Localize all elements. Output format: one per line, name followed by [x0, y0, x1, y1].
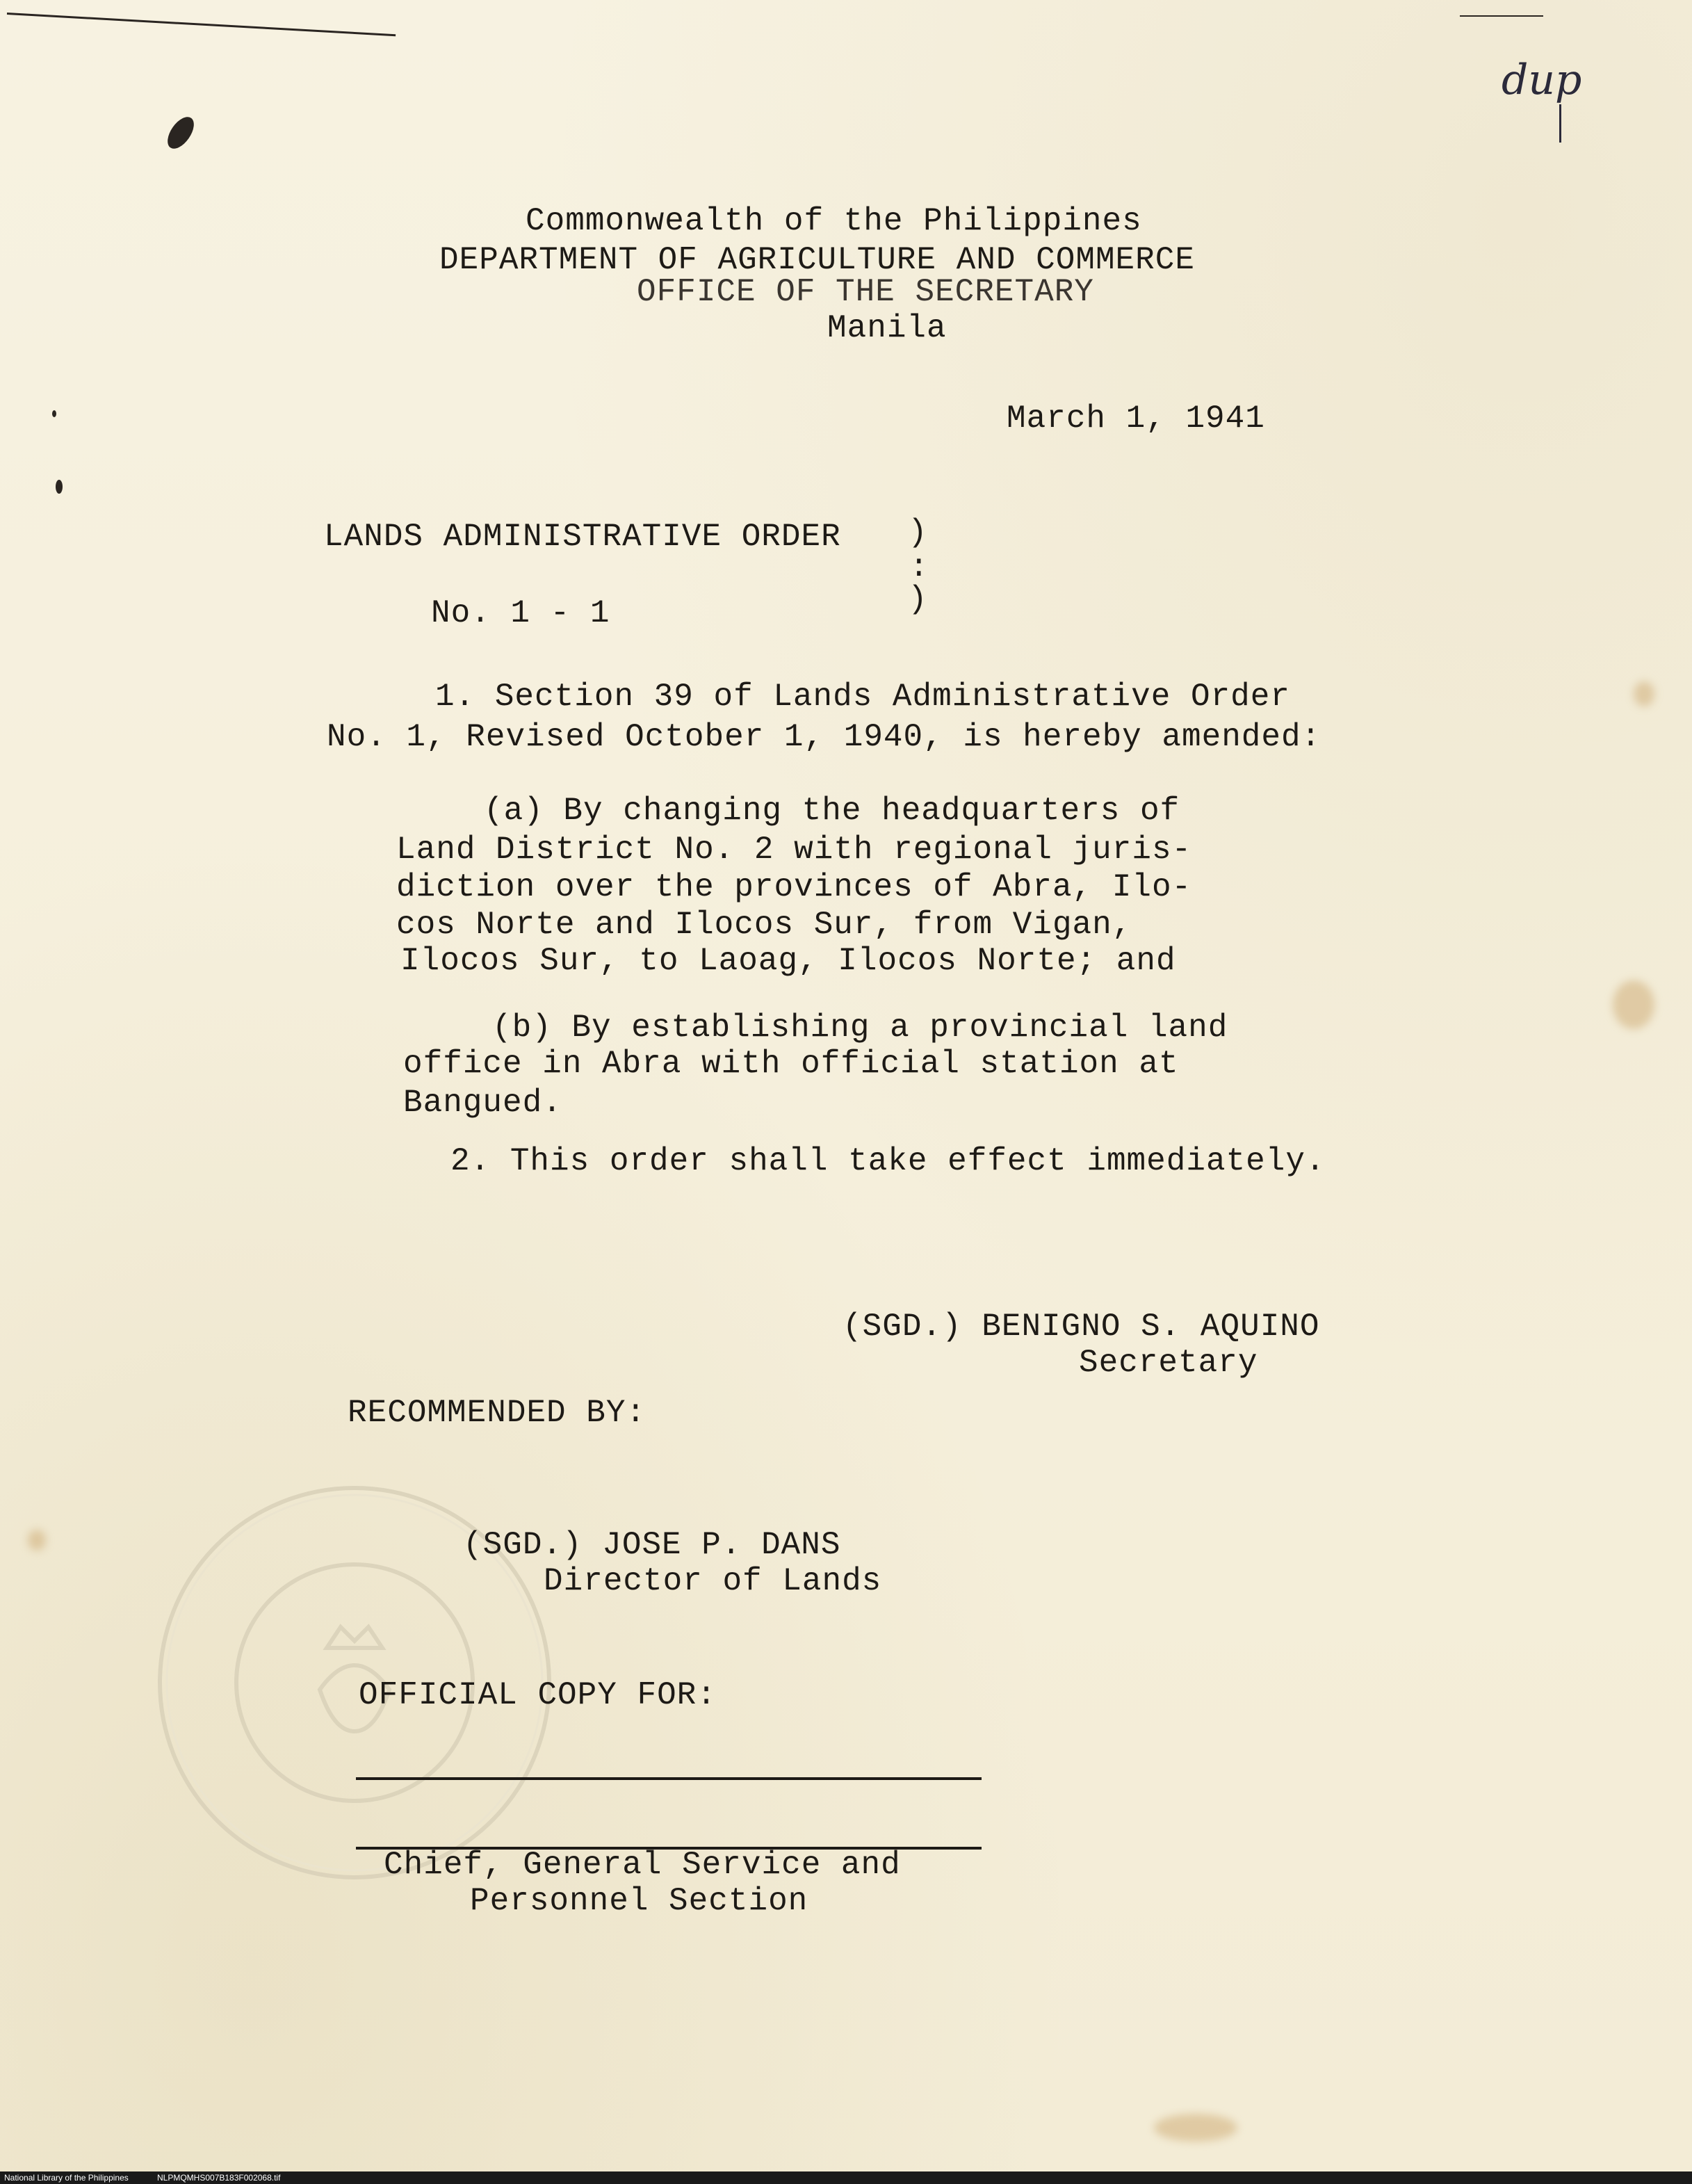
item-a-line3: diction over the provinces of Abra, Ilo-: [396, 869, 1192, 905]
official-copy-label: OFFICIAL COPY FOR:: [359, 1677, 717, 1713]
order-bracket-mid: :: [909, 549, 929, 585]
secretary-title: Secretary: [1079, 1345, 1258, 1381]
footer-source: National Library of the Philippines: [4, 2173, 129, 2183]
item-a-line2: Land District No. 2 with regional juris-: [396, 832, 1192, 868]
annotation-stroke: [1559, 104, 1561, 143]
letterhead-line4: Manila: [827, 310, 947, 346]
ink-blot: [163, 113, 200, 154]
ink-stroke: [1460, 15, 1543, 17]
order-bracket-bot: ): [908, 581, 928, 617]
document-date: March 1, 1941: [1007, 401, 1265, 437]
recommender-signature: (SGD.) JOSE P. DANS: [463, 1527, 841, 1563]
paper-stain: [1634, 681, 1654, 706]
paragraph-1-line2: No. 1, Revised October 1, 1940, is hereby amended:: [327, 719, 1321, 755]
item-b-line1: (b) By establishing a provincial land: [492, 1010, 1228, 1046]
recommended-label: RECOMMENDED BY:: [348, 1395, 646, 1431]
order-title: LANDS ADMINISTRATIVE ORDER: [324, 519, 841, 555]
ink-speck: [56, 480, 63, 494]
scan-footer: [0, 2171, 1692, 2184]
copy-recipient-line1: Chief, General Service and: [384, 1847, 901, 1883]
secretary-signature: (SGD.) BENIGNO S. AQUINO: [843, 1309, 1320, 1345]
paragraph-1-line1: 1. Section 39 of Lands Administrative Order: [435, 679, 1290, 715]
item-a-line1: (a) By changing the headquarters of: [484, 793, 1180, 829]
item-a-line4: cos Norte and Ilocos Sur, from Vigan,: [396, 907, 1132, 943]
ink-stroke: [7, 13, 396, 36]
paper-stain: [1613, 980, 1654, 1029]
footer-filename: NLPMQMHS007B183F002068.tif: [157, 2173, 281, 2183]
item-a-line5: Ilocos Sur, to Laoag, Ilocos Norte; and: [400, 943, 1176, 979]
letterhead-line1: Commonwealth of the Philippines: [526, 203, 1142, 239]
order-number: No. 1 - 1: [431, 595, 610, 631]
ink-speck: [52, 410, 56, 417]
item-b-line2: office in Abra with official station at: [403, 1046, 1179, 1082]
recipient-line: [356, 1777, 982, 1780]
paper-stain: [1154, 2114, 1237, 2142]
order-bracket-top: ): [908, 515, 928, 551]
copy-recipient-line2: Personnel Section: [470, 1883, 808, 1919]
letterhead-line3: OFFICE OF THE SECRETARY: [637, 274, 1094, 310]
item-b-line3: Bangued.: [403, 1085, 562, 1121]
handwritten-annotation: dup: [1502, 56, 1582, 104]
recommender-title: Director of Lands: [544, 1563, 882, 1599]
letterhead-line2: DEPARTMENT OF AGRICULTURE AND COMMERCE: [439, 242, 1195, 278]
paper-stain: [28, 1530, 46, 1551]
paragraph-2: 2. This order shall take effect immediately.: [450, 1143, 1326, 1179]
